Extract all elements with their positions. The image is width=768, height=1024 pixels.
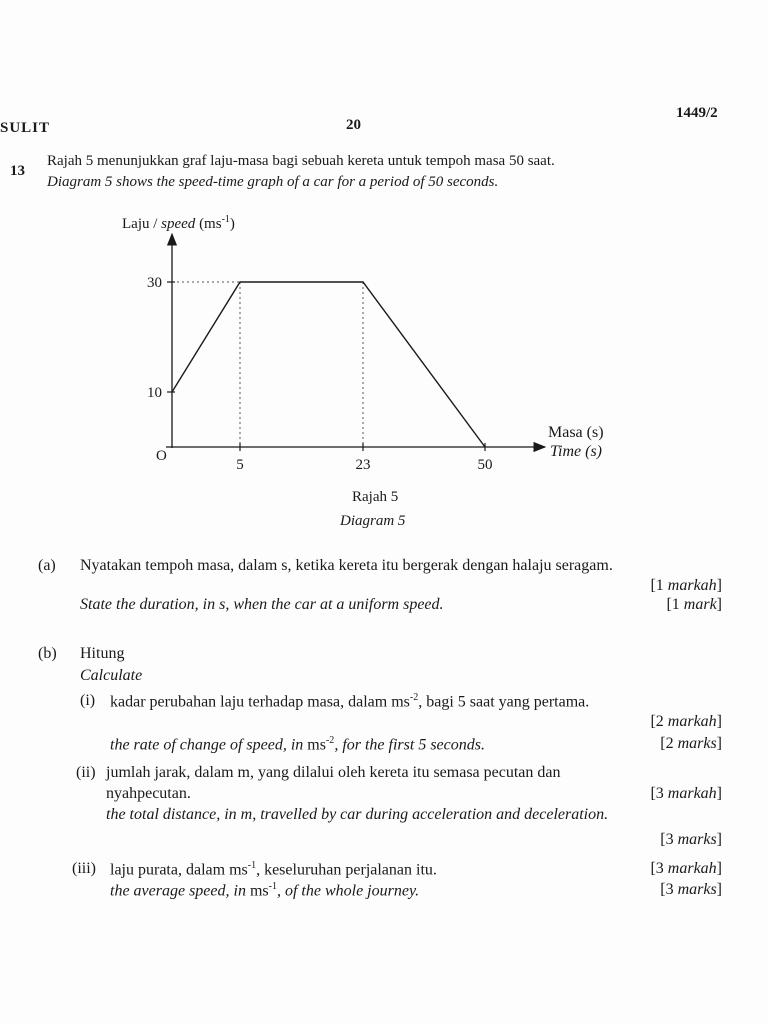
part-b-ii-marks-malay: [3 markah]: [650, 785, 722, 802]
y-axis-unit-close: ): [229, 216, 235, 232]
y-tick-label: 30: [147, 275, 162, 291]
y-axis-unit-sup: -1: [221, 214, 230, 225]
part-b-iii-marks-english: [3 marks]: [660, 881, 722, 898]
part-b-iii-english: the average speed, in $ms^{-1}$, of the whole journey.: [110, 881, 420, 900]
question-number: 13: [10, 163, 25, 179]
header-sulit: SULIT: [0, 120, 51, 136]
part-b-iii-label: (iii): [72, 860, 96, 877]
y-axis-unit: (ms: [199, 216, 222, 232]
speed-series-line: [172, 282, 485, 447]
part-a-marks-malay-word: markah: [667, 577, 717, 594]
part-b-i-english: the rate of change of speed, in $ms^{-2}$, for the first 5 seconds.: [110, 735, 485, 754]
part-b-label: (b): [38, 645, 57, 662]
question-intro-english: Diagram 5 shows the speed-time graph of a car for a period of 50 seconds.: [47, 174, 499, 190]
svg-text:Laju / speed (ms-1): [122, 214, 235, 232]
diagram-caption-english: Diagram 5: [340, 513, 406, 529]
part-a-malay: Nyatakan tempoh masa, dalam s, ketika kereta itu bergerak dengan halaju seragam.: [80, 557, 613, 574]
part-b-iii-marks-malay: [3 markah]: [650, 860, 722, 877]
part-b-malay: Hitung: [80, 645, 125, 662]
part-a-english: State the duration, in s, when the car at a uniform speed.: [80, 596, 444, 613]
part-b-i-malay: kadar perubahan laju terhadap masa, dalam $ms^{-2}$, bagi 5 saat yang pertama.: [110, 692, 590, 711]
speed-time-graph: [110, 210, 650, 480]
question-intro-malay: Rajah 5 menunjukkan graf laju-masa bagi sebuah kereta untuk tempoh masa 50 saat.: [47, 153, 555, 169]
part-b-iii-malay: laju purata, dalam $ms^{-1}$, keseluruhan perjalanan itu.: [110, 860, 437, 879]
y-axis-label-english: speed: [161, 216, 196, 232]
y-tick-label: 10: [147, 385, 162, 401]
part-b-i-marks-malay: [2 markah]: [650, 713, 722, 730]
part-a-marks-malay: [1 markah]: [650, 577, 722, 594]
x-tick-label: 23: [355, 457, 371, 473]
diagram-caption-malay: Rajah 5: [352, 489, 399, 505]
part-b-ii-label: (ii): [76, 764, 96, 781]
part-b-ii-malay-line2: nyahpecutan.: [106, 785, 191, 802]
part-b-i-label: (i): [80, 692, 96, 709]
guide-lines: [172, 282, 363, 447]
part-a-marks-english: [1 mark]: [666, 596, 722, 613]
part-b-i-marks-english: [2 marks]: [660, 735, 722, 752]
x-axis-label-english: Time (s): [550, 443, 602, 460]
part-b-english: Calculate: [80, 667, 143, 684]
x-tick-label: 50: [477, 457, 493, 473]
part-b-ii-malay-line1: jumlah jarak, dalam m, yang dilalui oleh kereta itu semasa pecutan dan: [106, 764, 561, 781]
part-b-ii-english: the total distance, in m, travelled by car during acceleration and deceleration.: [106, 806, 609, 823]
paper-code: 1449/2: [676, 105, 718, 121]
part-b-ii-marks-english: [3 marks]: [660, 831, 722, 848]
part-a-label: (a): [38, 557, 56, 574]
page-number: 20: [346, 117, 361, 133]
y-axis-label-malay: Laju /: [122, 216, 162, 232]
x-axis-label-malay: Masa (s): [548, 424, 604, 441]
origin-label: O: [156, 448, 167, 464]
x-tick-label: 5: [236, 457, 244, 473]
axis-ticks: [147, 275, 493, 473]
